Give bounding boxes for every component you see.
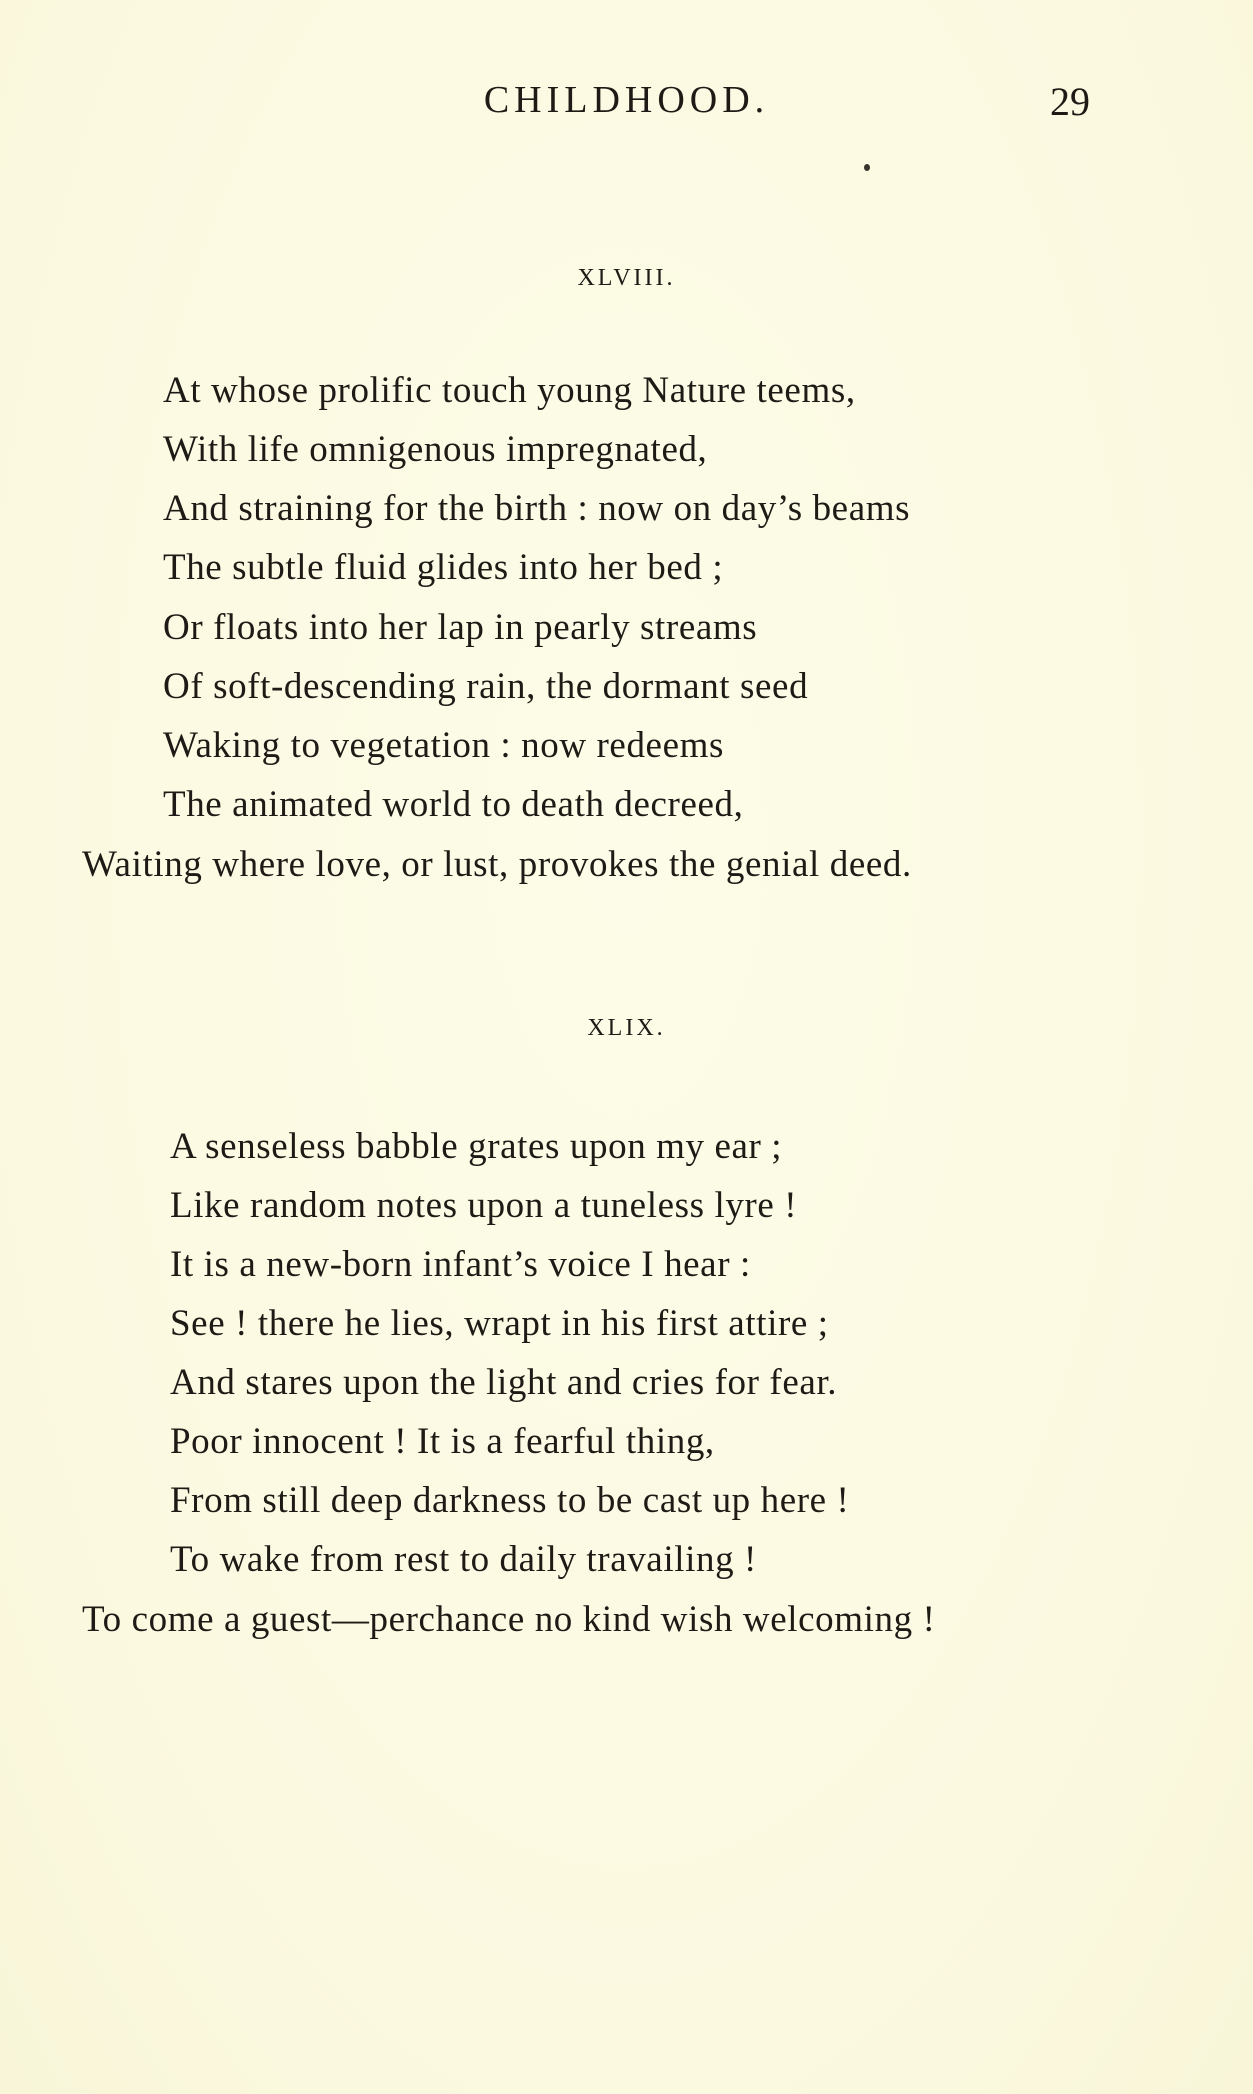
verse-line: Waking to vegetation : now redeems — [163, 725, 724, 766]
verse-line: Waiting where love, or lust, provokes the genial deed. — [82, 844, 912, 885]
verse-line: At whose prolific touch young Nature teems, — [163, 370, 856, 411]
verse-line: From still deep darkness to be cast up here ! — [170, 1480, 850, 1521]
stanza-numeral-xlix: XLIX. — [587, 1015, 666, 1041]
verse-line: And stares upon the light and cries for fear. — [170, 1362, 838, 1403]
verse-line: And straining for the birth : now on day’s beams — [163, 488, 911, 529]
verse-line: Poor innocent ! It is a fearful thing, — [170, 1421, 715, 1462]
running-head — [0, 78, 1253, 128]
page-number: 29 — [1050, 79, 1090, 124]
verse-line: See ! there he lies, wrapt in his first attire ; — [170, 1303, 829, 1344]
verse-line: To come a guest—perchance no kind wish welcoming ! — [82, 1599, 936, 1640]
verse-line: Of soft-descending rain, the dormant seed — [163, 666, 809, 707]
verse-line: It is a new-born infant’s voice I hear : — [170, 1244, 751, 1285]
running-title: CHILDHOOD. — [483, 79, 770, 121]
verse-line: The subtle fluid glides into her bed ; — [163, 547, 724, 588]
verse-line: With life omnigenous impregnated, — [163, 429, 708, 470]
ink-speck — [864, 164, 870, 171]
stanza-numeral-xlviii: XLVIII. — [577, 265, 676, 291]
verse-line: Like random notes upon a tuneless lyre ! — [170, 1185, 798, 1226]
verse-line: The animated world to death decreed, — [163, 784, 744, 825]
verse-line: To wake from rest to daily travailing ! — [170, 1539, 757, 1580]
verse-line: A senseless babble grates upon my ear ; — [170, 1126, 783, 1167]
verse-line: Or floats into her lap in pearly streams — [163, 607, 758, 648]
